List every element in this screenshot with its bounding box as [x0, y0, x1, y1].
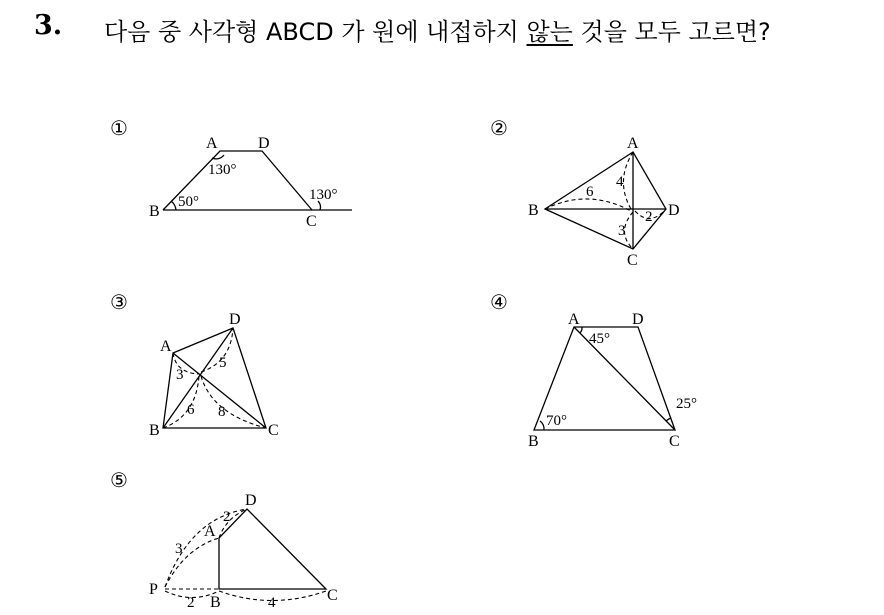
choice-4-label-a: A: [568, 311, 580, 328]
choice-5-label-b: B: [210, 594, 221, 611]
question-text-underlined: 않는: [526, 18, 573, 46]
choice-5-label-p: P: [149, 581, 158, 598]
choice-5-value-2-pb: 2: [187, 595, 195, 611]
choice-4-label-d: D: [632, 311, 644, 328]
choice-4-angle-c-value: 25°: [676, 396, 697, 412]
choice-5-value-4: 4: [268, 595, 276, 611]
choice-3-mark: ③: [110, 290, 128, 314]
choice-1-label-d: D: [258, 135, 270, 152]
choice-3-label-b: B: [149, 422, 160, 439]
choice-5-quadrilateral: [219, 509, 326, 589]
choice-3-label-a: A: [160, 338, 172, 355]
choice-4-label-b: B: [528, 433, 539, 450]
choice-2-label-c: C: [627, 252, 638, 269]
choice-1-label-b: B: [149, 203, 160, 220]
choice-3-label-c: C: [268, 422, 279, 439]
choice-3-label-d: D: [229, 311, 241, 328]
choice-5-value-3: 3: [175, 541, 183, 557]
choice-5-label-a: A: [204, 523, 216, 540]
choice-5-label-d: D: [245, 492, 257, 509]
choice-1-angle-c-value: 130°: [309, 187, 338, 203]
choice-3-value-5: 5: [219, 355, 227, 371]
choice-4-mark: ④: [490, 290, 508, 314]
question-text-after: 것을 모두 고르면?: [572, 18, 771, 46]
choice-2-label-d: D: [668, 202, 680, 219]
choice-5-label-c: C: [327, 587, 338, 604]
choice-2-value-3: 3: [618, 223, 626, 239]
choice-2-mark: ②: [490, 116, 508, 140]
choice-5-arc-3: [165, 538, 219, 587]
choice-3-value-6: 6: [187, 402, 195, 418]
choice-1-mark: ①: [110, 116, 128, 140]
choice-1-label-a: A: [206, 135, 218, 152]
choice-4-angle-b-value: 70°: [546, 413, 567, 429]
question-number: 3.: [34, 10, 63, 41]
choice-4-angle-a-value: 45°: [589, 331, 610, 347]
choice-3-value-3: 3: [176, 367, 184, 383]
question-text-before: 다음 중 사각형 ABCD 가 원에 내접하지: [104, 18, 527, 46]
choice-5-mark: ⑤: [110, 468, 128, 492]
choice-2-label-b: B: [528, 202, 539, 219]
choice-1-angle-a-value: 130°: [208, 162, 237, 178]
choice-5-value-2-ad: 2: [223, 509, 231, 525]
choice-4-label-c: C: [669, 433, 680, 450]
choice-2-value-2: 2: [645, 209, 653, 225]
choice-1-angle-b-value: 50°: [178, 194, 199, 210]
choice-1-label-c: C: [306, 213, 317, 230]
choice-3-value-8: 8: [218, 404, 226, 420]
choice-2-value-4: 4: [616, 174, 624, 190]
choice-2-value-6: 6: [586, 184, 594, 200]
choice-2-label-a: A: [627, 135, 639, 152]
